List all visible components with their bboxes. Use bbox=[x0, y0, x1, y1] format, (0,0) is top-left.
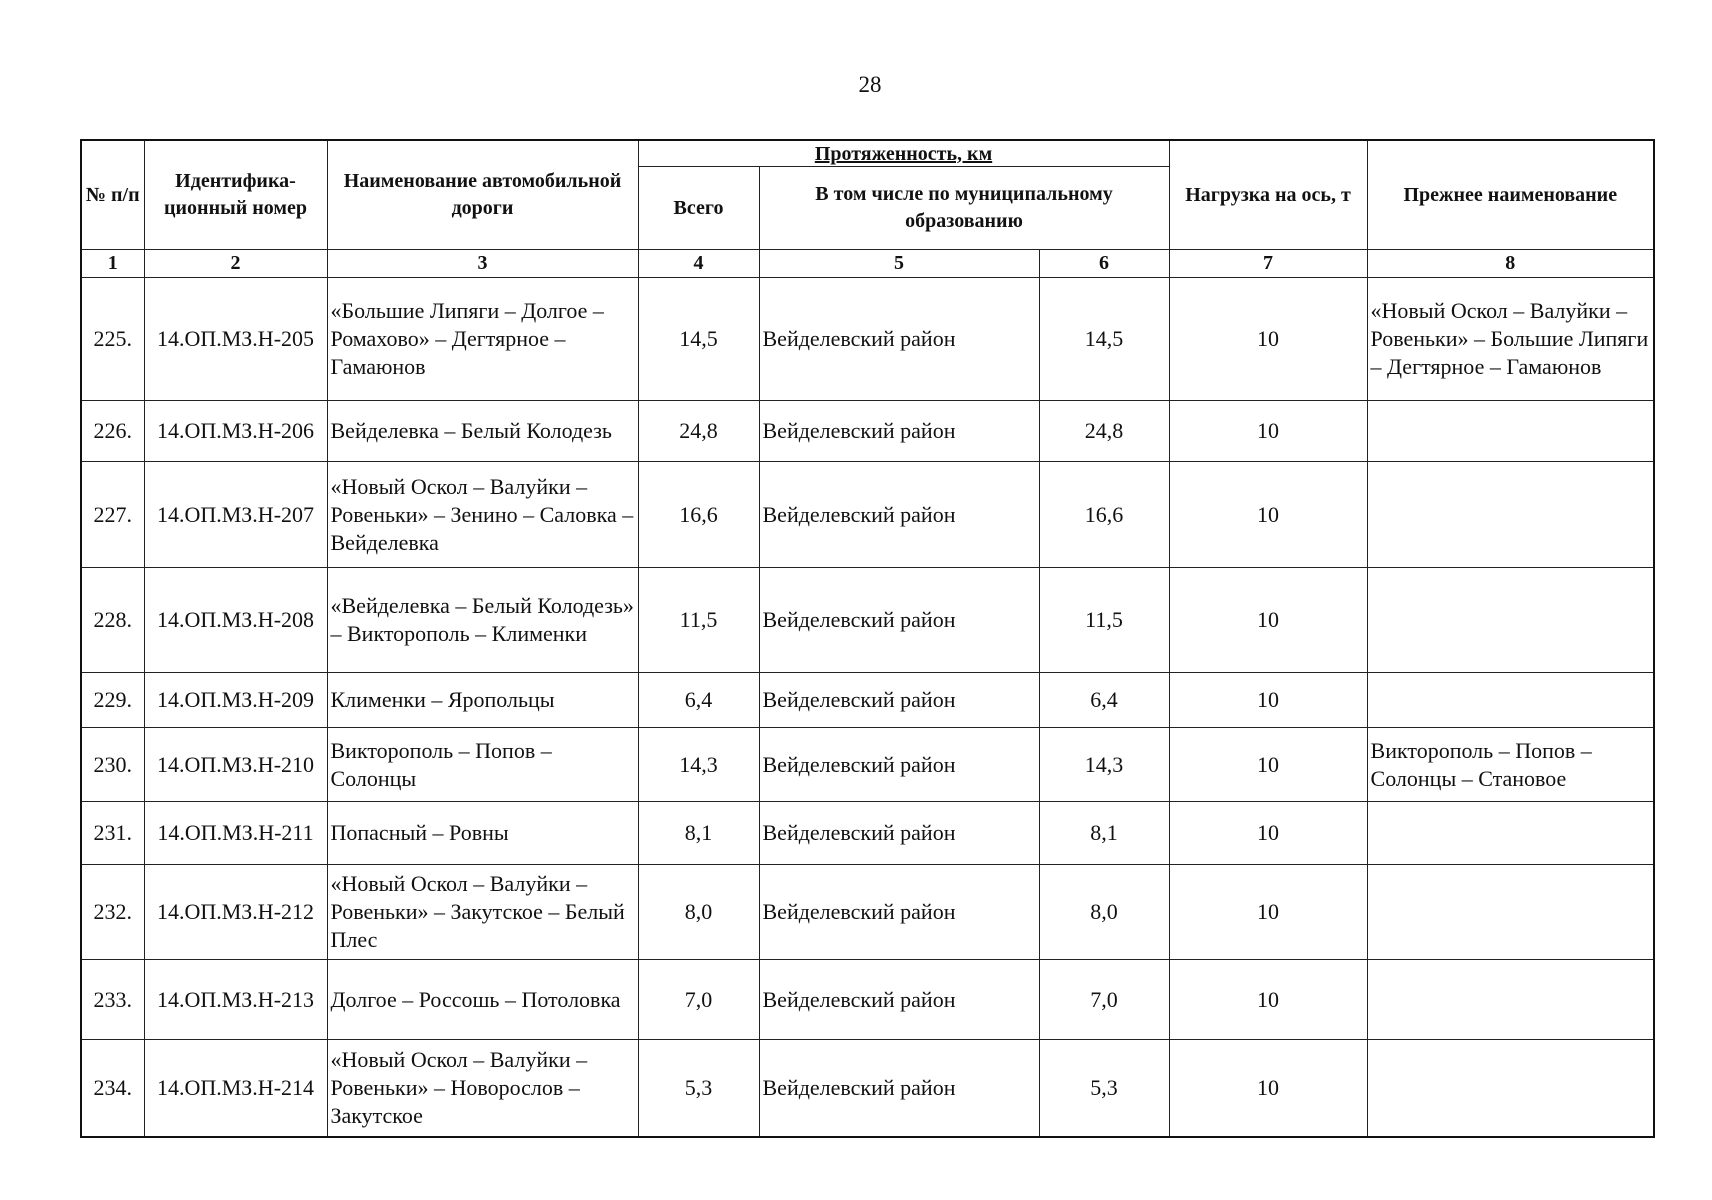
length-total: 16,6 bbox=[638, 462, 759, 568]
road-name: Долгое – Россошь – Потоловка bbox=[327, 960, 638, 1040]
road-id: 14.ОП.МЗ.Н-209 bbox=[144, 673, 327, 728]
column-number: 2 bbox=[144, 250, 327, 278]
roads-table bbox=[80, 139, 1655, 1138]
district-name: Вейделевский район bbox=[759, 865, 1039, 960]
column-numbers-row bbox=[81, 250, 1654, 278]
table-row bbox=[81, 728, 1654, 802]
road-id: 14.ОП.МЗ.Н-211 bbox=[144, 802, 327, 865]
table-row bbox=[81, 278, 1654, 401]
former-name: Викторополь – Попов – Солонцы – Становое bbox=[1367, 728, 1654, 802]
column-number: 3 bbox=[327, 250, 638, 278]
road-id: 14.ОП.МЗ.Н-208 bbox=[144, 568, 327, 673]
row-number: 230. bbox=[81, 728, 144, 802]
row-number: 225. bbox=[81, 278, 144, 401]
road-name: «Большие Липяги – Долгое – Ромахово» – Дегтярное – Гамаюнов bbox=[327, 278, 638, 401]
former-name bbox=[1367, 462, 1654, 568]
road-name: Попасный – Ровны bbox=[327, 802, 638, 865]
former-name bbox=[1367, 568, 1654, 673]
table-row bbox=[81, 568, 1654, 673]
column-number: 8 bbox=[1367, 250, 1654, 278]
district-length: 6,4 bbox=[1039, 673, 1169, 728]
former-name bbox=[1367, 865, 1654, 960]
column-number: 6 bbox=[1039, 250, 1169, 278]
former-name bbox=[1367, 673, 1654, 728]
road-name: «Новый Оскол – Валуйки – Ровеньки» – Новорослов – Закутское bbox=[327, 1040, 638, 1137]
district-length: 11,5 bbox=[1039, 568, 1169, 673]
row-number: 226. bbox=[81, 401, 144, 462]
row-number: 231. bbox=[81, 802, 144, 865]
header-length: Протяженность, км bbox=[638, 140, 1169, 167]
header-former-name: Прежнее наименование bbox=[1367, 140, 1654, 250]
district-name: Вейделевский район bbox=[759, 401, 1039, 462]
road-name: Викторополь – Попов – Солонцы bbox=[327, 728, 638, 802]
former-name bbox=[1367, 802, 1654, 865]
axle-load: 10 bbox=[1169, 865, 1367, 960]
road-name: Клименки – Яропольцы bbox=[327, 673, 638, 728]
table-body bbox=[81, 278, 1654, 1137]
road-id: 14.ОП.МЗ.Н-207 bbox=[144, 462, 327, 568]
length-total: 14,5 bbox=[638, 278, 759, 401]
road-id: 14.ОП.МЗ.Н-213 bbox=[144, 960, 327, 1040]
length-total: 6,4 bbox=[638, 673, 759, 728]
district-name: Вейделевский район bbox=[759, 568, 1039, 673]
axle-load: 10 bbox=[1169, 568, 1367, 673]
road-id: 14.ОП.МЗ.Н-212 bbox=[144, 865, 327, 960]
table-row bbox=[81, 865, 1654, 960]
district-length: 14,3 bbox=[1039, 728, 1169, 802]
road-id: 14.ОП.МЗ.Н-205 bbox=[144, 278, 327, 401]
axle-load: 10 bbox=[1169, 728, 1367, 802]
former-name bbox=[1367, 401, 1654, 462]
header-municipal: В том числе по муниципальному образованию bbox=[759, 167, 1169, 250]
header-total: Всего bbox=[638, 167, 759, 250]
district-name: Вейделевский район bbox=[759, 673, 1039, 728]
district-name: Вейделевский район bbox=[759, 728, 1039, 802]
length-total: 7,0 bbox=[638, 960, 759, 1040]
axle-load: 10 bbox=[1169, 1040, 1367, 1137]
district-length: 14,5 bbox=[1039, 278, 1169, 401]
axle-load: 10 bbox=[1169, 401, 1367, 462]
former-name bbox=[1367, 1040, 1654, 1137]
road-id: 14.ОП.МЗ.Н-214 bbox=[144, 1040, 327, 1137]
column-number: 1 bbox=[81, 250, 144, 278]
table-row bbox=[81, 401, 1654, 462]
length-total: 5,3 bbox=[638, 1040, 759, 1137]
axle-load: 10 bbox=[1169, 462, 1367, 568]
road-name: «Новый Оскол – Валуйки – Ровеньки» – Закутское – Белый Плес bbox=[327, 865, 638, 960]
district-name: Вейделевский район bbox=[759, 278, 1039, 401]
header-no: № п/п bbox=[81, 140, 144, 250]
table-row bbox=[81, 1040, 1654, 1137]
table-row bbox=[81, 960, 1654, 1040]
length-total: 24,8 bbox=[638, 401, 759, 462]
former-name bbox=[1367, 960, 1654, 1040]
district-name: Вейделевский район bbox=[759, 1040, 1039, 1137]
district-length: 8,0 bbox=[1039, 865, 1169, 960]
district-name: Вейделевский район bbox=[759, 802, 1039, 865]
table-row bbox=[81, 673, 1654, 728]
header-id: Идентифика-ционный номер bbox=[144, 140, 327, 250]
district-length: 24,8 bbox=[1039, 401, 1169, 462]
table-header bbox=[81, 140, 1654, 278]
district-length: 5,3 bbox=[1039, 1040, 1169, 1137]
length-total: 8,0 bbox=[638, 865, 759, 960]
row-number: 228. bbox=[81, 568, 144, 673]
row-number: 233. bbox=[81, 960, 144, 1040]
district-length: 16,6 bbox=[1039, 462, 1169, 568]
column-number: 7 bbox=[1169, 250, 1367, 278]
road-name: «Вейделевка – Белый Колодезь» – Викторополь – Клименки bbox=[327, 568, 638, 673]
row-number: 229. bbox=[81, 673, 144, 728]
road-id: 14.ОП.МЗ.Н-206 bbox=[144, 401, 327, 462]
header-road-name: Наименование автомобильной дороги bbox=[327, 140, 638, 250]
row-number: 227. bbox=[81, 462, 144, 568]
column-number: 5 bbox=[759, 250, 1039, 278]
length-total: 11,5 bbox=[638, 568, 759, 673]
axle-load: 10 bbox=[1169, 802, 1367, 865]
axle-load: 10 bbox=[1169, 960, 1367, 1040]
axle-load: 10 bbox=[1169, 278, 1367, 401]
length-total: 8,1 bbox=[638, 802, 759, 865]
road-name: Вейделевка – Белый Колодезь bbox=[327, 401, 638, 462]
length-total: 14,3 bbox=[638, 728, 759, 802]
table-row bbox=[81, 462, 1654, 568]
road-name: «Новый Оскол – Валуйки – Ровеньки» – Зенино – Саловка – Вейделевка bbox=[327, 462, 638, 568]
district-name: Вейделевский район bbox=[759, 960, 1039, 1040]
row-number: 234. bbox=[81, 1040, 144, 1137]
district-length: 7,0 bbox=[1039, 960, 1169, 1040]
page-number: 28 bbox=[858, 72, 882, 97]
table-row bbox=[81, 802, 1654, 865]
header-axle-load: Нагрузка на ось, т bbox=[1169, 140, 1367, 250]
axle-load: 10 bbox=[1169, 673, 1367, 728]
column-number: 4 bbox=[638, 250, 759, 278]
district-length: 8,1 bbox=[1039, 802, 1169, 865]
road-id: 14.ОП.МЗ.Н-210 bbox=[144, 728, 327, 802]
district-name: Вейделевский район bbox=[759, 462, 1039, 568]
row-number: 232. bbox=[81, 865, 144, 960]
former-name: «Новый Оскол – Валуйки – Ровеньки» – Большие Липяги – Дегтярное – Гамаюнов bbox=[1367, 278, 1654, 401]
